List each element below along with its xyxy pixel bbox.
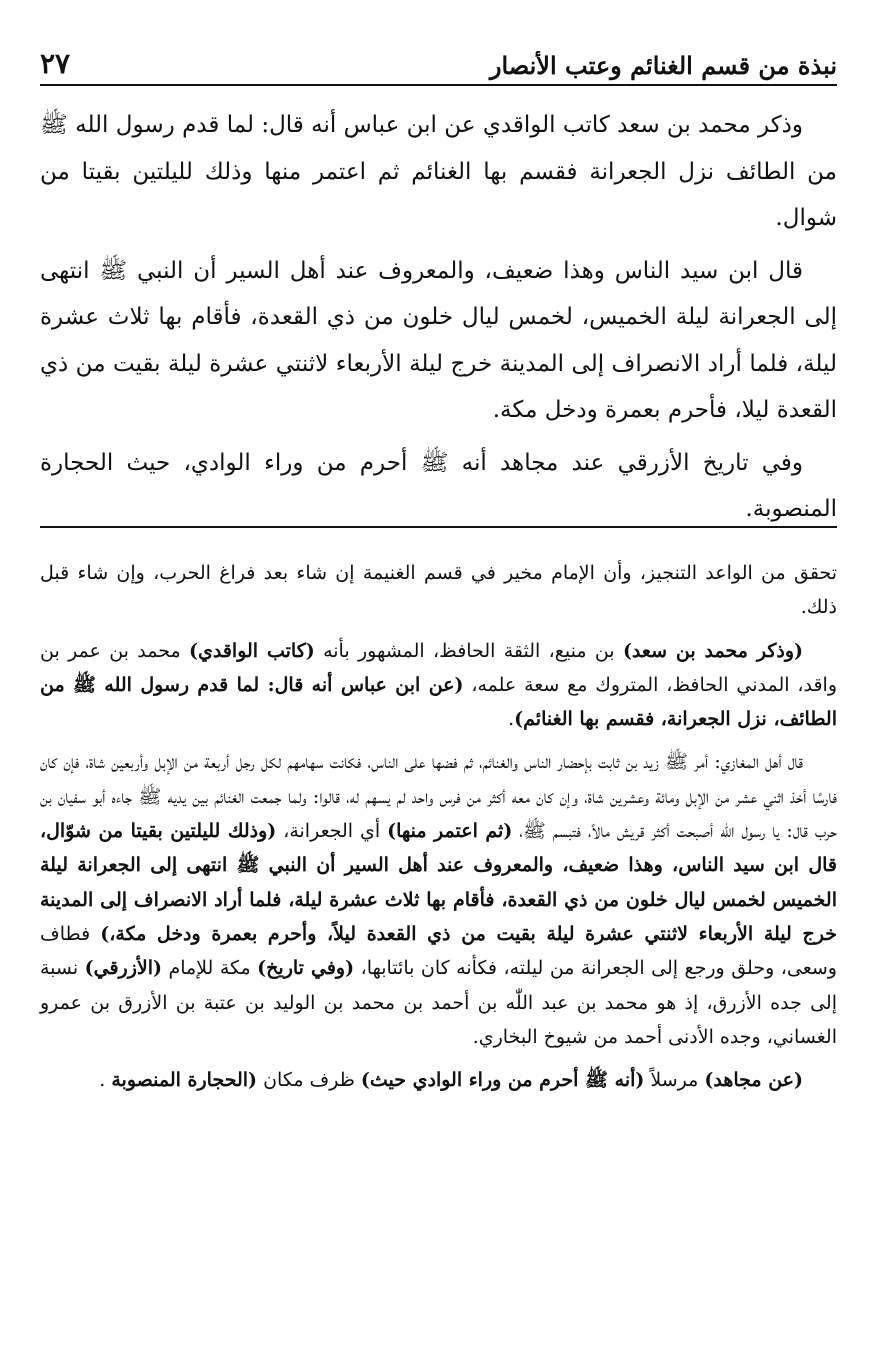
running-title: نبذة من قسم الغنائم وعتب الأنصار xyxy=(489,51,837,80)
quoted-text: (كاتب الواقدي) xyxy=(189,639,315,662)
main-paragraph-2: قال ابن سيد الناس وهذا ضعيف، والمعروف عند أهل السير أن النبي ﷺ انتهى إلى الجعرانة ليلة الخميس، لخمس ليال خلون من ذي القعدة، فأقام بها ثلاث عشرة ليلة، فلما أراد الانصراف إلى المدينة خرج ليلة الأربعاء لاثنتي عشرة ليلة بقيت من ذي القعدة ليلا، فأحرم بعمرة ودخل مكة. xyxy=(40,257,837,423)
commentary-text: قال أهل المغازي: أمر ﷺ زيد بن ثابت بإحضار الناس والغنائم، ثم فضها على الناس، فكانت سهامهم لكل رجل أربعة من الإبل وأربعين شاة، فإن كان فارسًا أخذ اثني عشر من الإبل ومائة وعشرين شاة، وإن كان معه أكثر من فرس واحد لم يسهم له، قالوا: ولما جمعت الغنائم بين يديه ﷺ جاءه أبو سفيان بن حرب قال: يا رسول الله أصبحت أكثر قريش مالاً، فتبسم ﷺ، xyxy=(40,751,838,843)
commentary-text: ظرف مكان xyxy=(257,1069,361,1092)
commentary-text: . xyxy=(99,1069,112,1092)
commentary-text: مرسلاً xyxy=(644,1069,705,1092)
commentary-text: . xyxy=(508,708,515,731)
commentary-paragraph-4 xyxy=(40,1063,837,1097)
main-text xyxy=(40,102,837,539)
quoted-text: (أنه ﷺ أحرم من وراء الوادي حيث) xyxy=(360,1069,645,1092)
commentary-paragraph-1: تحقق من الواعد التنجيز، وأن الإمام مخير في قسم الغنيمة إن شاء بعد فراغ الحرب، وإن شاء قبل ذلك. xyxy=(40,562,837,619)
quoted-text: (وذلك لليلتين بقيتا من شوّال، قال ابن سيد الناس، وهذا ضعيف، والمعروف عند أهل السير أن النبي ﷺ انتهى إلى الجعرانة ليلة الخميس لخمس ليال خلون من ذي القعدة، فأقام بها ثلاث عشرة ليلة، فلما أراد الانصراف إلى المدينة خرج ليلة الأربعاء لاثنتي عشرة ليلة بقيت من ذي القعدة ليلاً، وأحرم بعمرة ودخل مكة،) xyxy=(40,820,837,945)
commentary-text: بن منيع، الثقة الحافظ، المشهور بأنه xyxy=(314,639,623,662)
quoted-text: (عن ابن عباس أنه قال: لما قدم رسول الله ﷺ من الطائف، نزل الجعرانة، فقسم بها الغنائم) xyxy=(40,673,837,731)
quoted-text: (ثم اعتمر منها) xyxy=(387,820,513,843)
quoted-text: (وفي تاريخ) xyxy=(257,957,355,980)
quoted-text: (عن مجاهد) xyxy=(704,1069,803,1092)
commentary-section xyxy=(40,556,837,1106)
commentary-text: مكة للإمام xyxy=(162,957,258,980)
quoted-text: (وذكر محمد بن سعد) xyxy=(622,639,803,662)
commentary-text: نسبة إلى جده الأزرق، إذ هو محمد بن عبد اللّٰه بن أحمد بن محمد بن الوليد بن عتبة بن الأزرق بن عمرو الغساني، وجده الأدنى أحمد من شيوخ البخاري. xyxy=(40,957,837,1048)
commentary-text: فطاف وسعى، وحلق ورجع إلى الجعرانة من ليلته، فكأنه كان بائتابها، xyxy=(40,922,837,980)
main-paragraph-1: وذكر محمد بن سعد كاتب الواقدي عن ابن عباس أنه قال: لما قدم رسول الله ﷺ من الطائف نزل الجعرانة فقسم بها الغنائم ثم اعتمر منها وذلك لليلتين بقيتا من شوال. xyxy=(40,112,837,231)
page-header xyxy=(40,22,837,86)
footnote-divider xyxy=(40,526,837,528)
quoted-text: (الحجارة المنصوبة xyxy=(111,1069,258,1092)
commentary-paragraph-2 xyxy=(40,634,837,737)
main-paragraph-3: وفي تاريخ الأزرقي عند مجاهد أنه ﷺ أحرم من وراء الوادي، حيث الحجارة المنصوبة. xyxy=(40,449,837,522)
commentary-text: محمد بن عمر بن واقد، المدني الحافظ، المتروك مع سعة علمه، xyxy=(40,639,837,696)
commentary-paragraph-3 xyxy=(40,745,837,1054)
commentary-text: أي الجعرانة، xyxy=(276,820,388,843)
quoted-text: (الأزرقي) xyxy=(84,957,163,980)
page-number: ٢٧ xyxy=(40,47,71,80)
